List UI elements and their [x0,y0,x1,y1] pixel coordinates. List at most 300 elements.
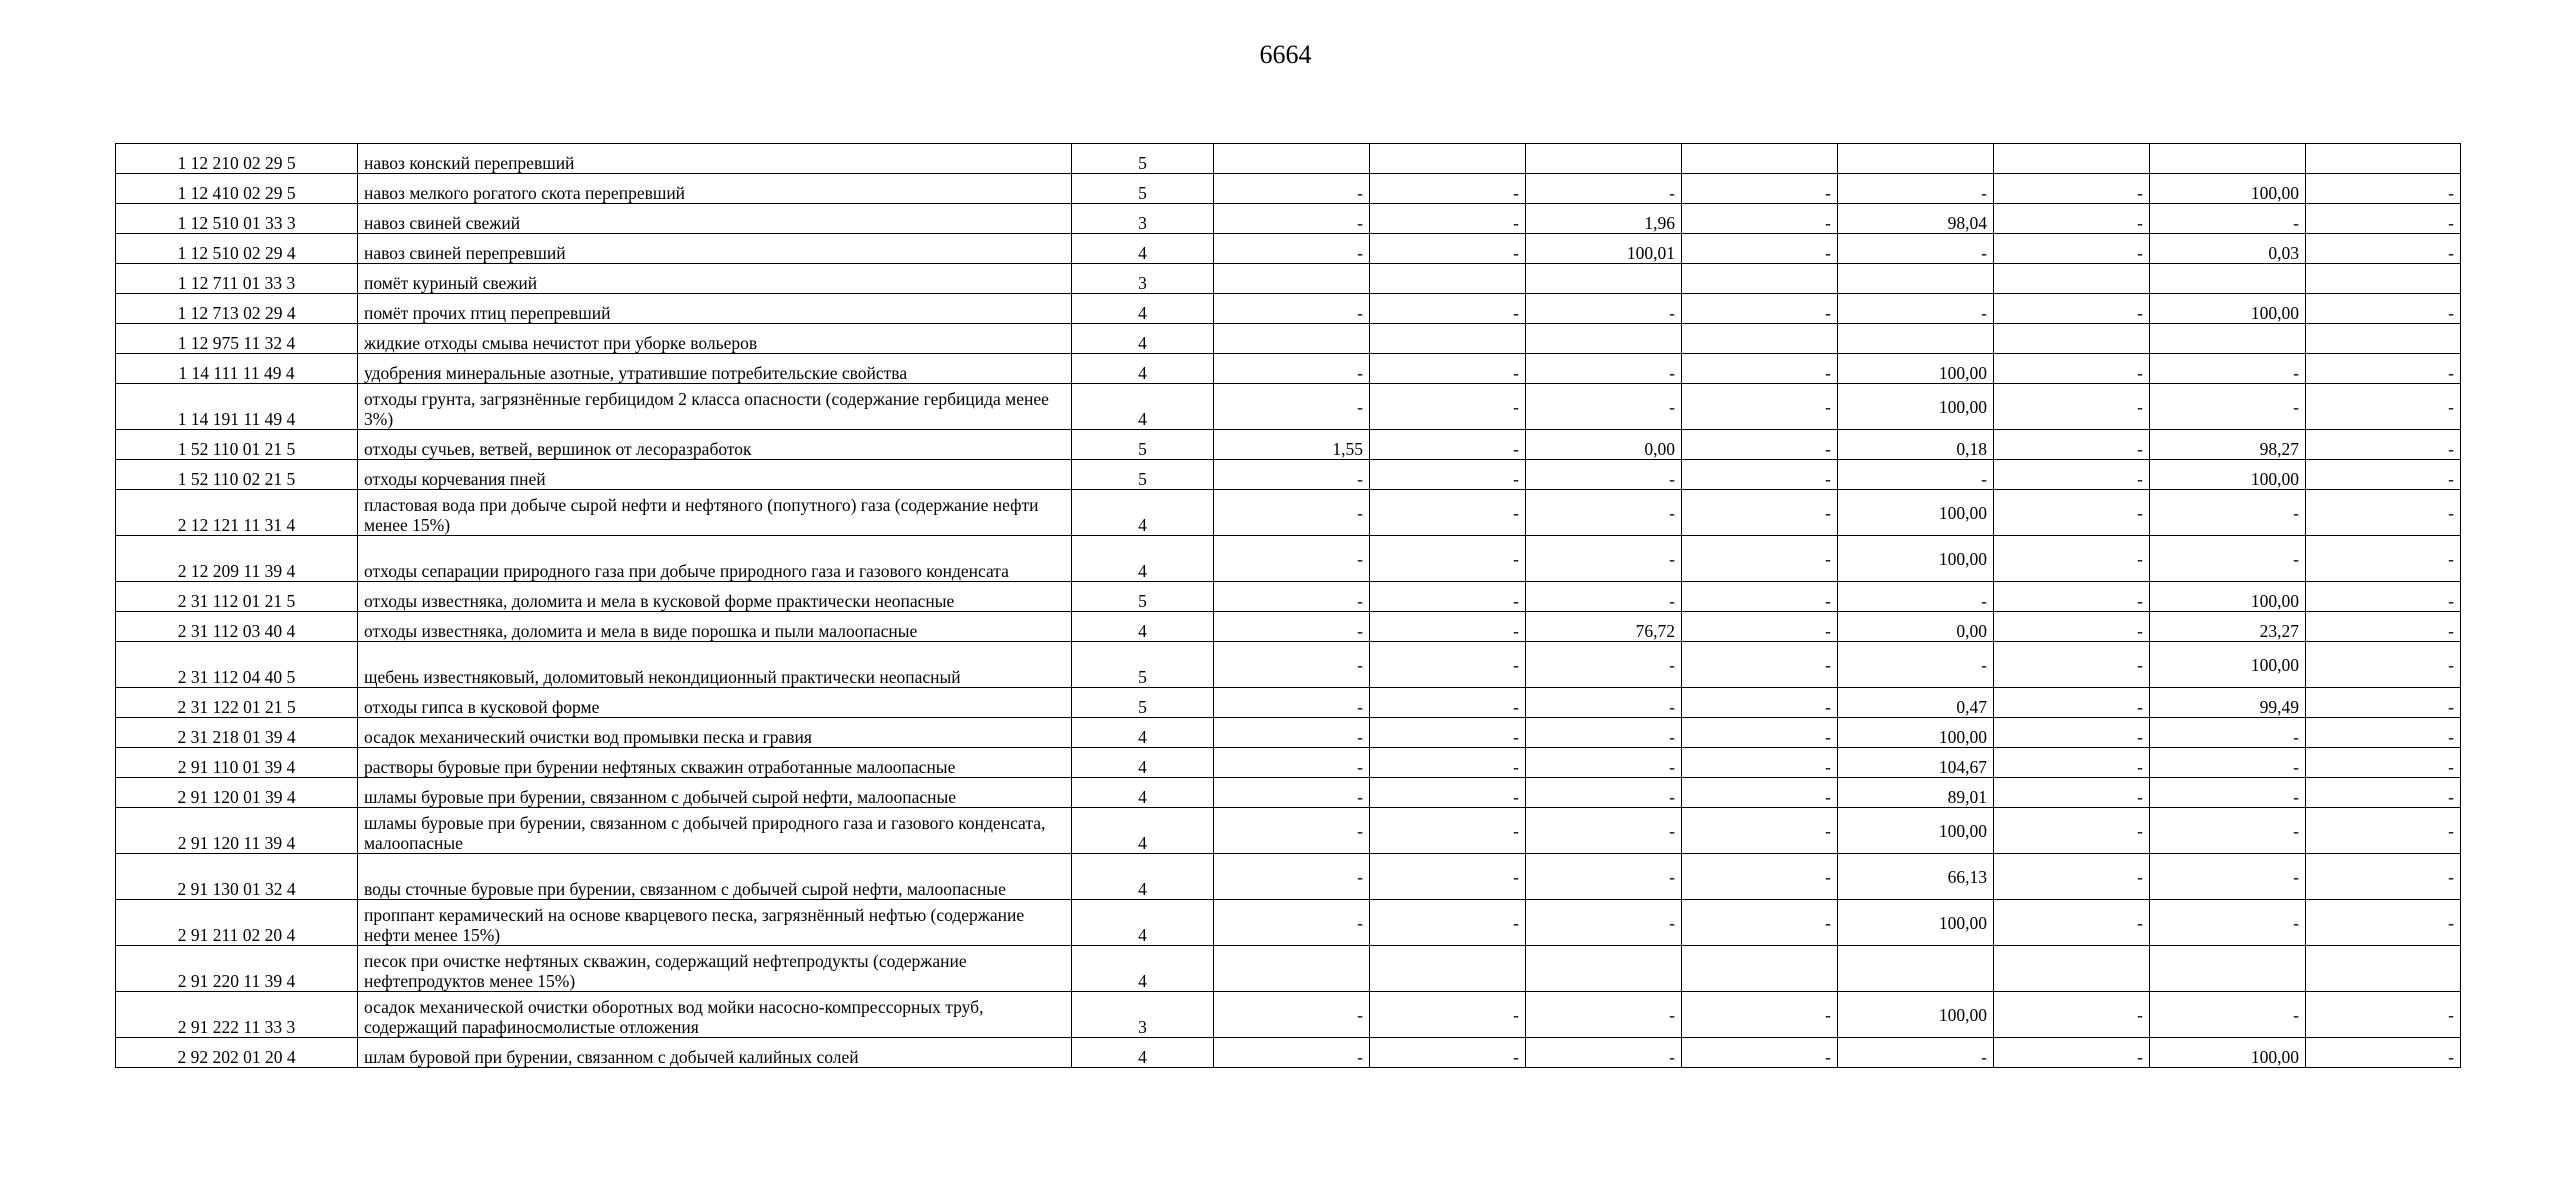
waste-name-cell: отходы известняка, доломита и мела в виде порошка и пыли малоопасные [358,612,1072,642]
value-cell: - [1370,294,1526,324]
hazard-class-cell: 5 [1072,174,1214,204]
value-cell: 1,96 [1526,204,1682,234]
waste-code-cell: 2 91 220 11 39 4 [116,946,358,992]
value-cell [1526,144,1682,174]
value-cell: - [1526,460,1682,490]
waste-code-cell: 2 92 202 01 20 4 [116,1038,358,1068]
table-row [116,384,2461,430]
value-cell: - [1526,992,1682,1038]
waste-code-cell: 1 14 111 11 49 4 [116,354,358,384]
hazard-class-cell: 4 [1072,612,1214,642]
waste-name-cell: проппант керамический на основе кварцевого песка, загрязнённый нефтью (содержание нефти менее 15%) [358,900,1072,946]
value-cell [1526,946,1682,992]
hazard-class-cell: 4 [1072,384,1214,430]
value-cell [2150,264,2306,294]
value-cell [1370,946,1526,992]
table-row [116,430,2461,460]
value-cell: - [2306,854,2461,900]
value-cell: - [2150,778,2306,808]
table-row [116,946,2461,992]
value-cell: - [1682,460,1838,490]
value-cell [2150,946,2306,992]
value-cell: - [1370,642,1526,688]
value-cell: - [1370,582,1526,612]
waste-table [115,143,2461,1068]
value-cell [1214,144,1370,174]
value-cell: - [1214,808,1370,854]
waste-code-cell: 1 12 711 01 33 3 [116,264,358,294]
table-row [116,490,2461,536]
value-cell: - [1994,204,2150,234]
table-row [116,778,2461,808]
value-cell: - [1682,204,1838,234]
value-cell: - [2306,778,2461,808]
value-cell: - [2306,688,2461,718]
value-cell: - [2306,718,2461,748]
waste-name-cell: отходы сучьев, ветвей, вершинок от лесоразработок [358,430,1072,460]
value-cell: - [2306,536,2461,582]
value-cell: - [1526,642,1682,688]
waste-name-cell: шламы буровые при бурении, связанном с добычей сырой нефти, малоопасные [358,778,1072,808]
value-cell: - [1994,234,2150,264]
waste-name-cell: жидкие отходы смыва нечистот при уборке вольеров [358,324,1072,354]
value-cell: 100,00 [2150,294,2306,324]
value-cell: - [1994,748,2150,778]
waste-code-cell: 2 31 112 03 40 4 [116,612,358,642]
table-row [116,294,2461,324]
value-cell: - [2306,384,2461,430]
table-row [116,612,2461,642]
value-cell: - [1682,854,1838,900]
hazard-class-cell: 4 [1072,1038,1214,1068]
table-row [116,642,2461,688]
waste-name-cell: навоз мелкого рогатого скота перепревший [358,174,1072,204]
waste-name-cell: воды сточные буровые при бурении, связанном с добычей сырой нефти, малоопасные [358,854,1072,900]
value-cell [2150,324,2306,354]
value-cell: - [1214,748,1370,778]
value-cell: - [2306,1038,2461,1068]
value-cell: - [1214,688,1370,718]
value-cell [2306,324,2461,354]
hazard-class-cell: 5 [1072,642,1214,688]
table-row [116,234,2461,264]
value-cell: - [1682,174,1838,204]
value-cell: - [1214,234,1370,264]
value-cell: 99,49 [2150,688,2306,718]
value-cell: - [1838,234,1994,264]
value-cell: - [1370,460,1526,490]
value-cell: - [1994,808,2150,854]
value-cell: - [1994,778,2150,808]
value-cell: - [2306,354,2461,384]
value-cell: - [1526,582,1682,612]
hazard-class-cell: 4 [1072,294,1214,324]
value-cell: - [1682,642,1838,688]
value-cell: - [1838,294,1994,324]
value-cell: 100,00 [1838,718,1994,748]
hazard-class-cell: 4 [1072,536,1214,582]
waste-code-cell: 1 12 210 02 29 5 [116,144,358,174]
value-cell: - [1682,490,1838,536]
value-cell: - [2150,490,2306,536]
value-cell [1682,144,1838,174]
value-cell: - [1682,992,1838,1038]
waste-code-cell: 1 12 410 02 29 5 [116,174,358,204]
value-cell: - [1838,642,1994,688]
value-cell: - [1526,808,1682,854]
value-cell: - [1682,900,1838,946]
value-cell [1682,324,1838,354]
value-cell: - [1994,854,2150,900]
hazard-class-cell: 3 [1072,204,1214,234]
value-cell: - [1682,582,1838,612]
value-cell [1214,264,1370,294]
value-cell: - [1994,992,2150,1038]
value-cell: - [1682,430,1838,460]
value-cell: - [1214,718,1370,748]
waste-code-cell: 2 91 120 01 39 4 [116,778,358,808]
waste-code-cell: 1 52 110 02 21 5 [116,460,358,490]
value-cell: - [2306,430,2461,460]
value-cell: - [2306,582,2461,612]
hazard-class-cell: 5 [1072,144,1214,174]
waste-code-cell: 1 12 713 02 29 4 [116,294,358,324]
value-cell: - [1214,1038,1370,1068]
value-cell: - [2150,854,2306,900]
value-cell: - [2150,900,2306,946]
table-row [116,174,2461,204]
value-cell: 98,04 [1838,204,1994,234]
hazard-class-cell: 5 [1072,460,1214,490]
value-cell: 89,01 [1838,778,1994,808]
table-row [116,204,2461,234]
value-cell: - [1994,460,2150,490]
table-row [116,144,2461,174]
value-cell: - [1682,384,1838,430]
waste-name-cell: пластовая вода при добыче сырой нефти и нефтяного (попутного) газа (содержание нефти менее 15%) [358,490,1072,536]
value-cell: 100,00 [1838,900,1994,946]
value-cell: - [1526,1038,1682,1068]
value-cell: - [1214,536,1370,582]
value-cell: 100,01 [1526,234,1682,264]
hazard-class-cell: 4 [1072,946,1214,992]
waste-name-cell: щебень известняковый, доломитовый некондиционный практически неопасный [358,642,1072,688]
value-cell: - [1682,778,1838,808]
value-cell: - [1682,1038,1838,1068]
value-cell: - [2306,460,2461,490]
value-cell [1526,324,1682,354]
value-cell: - [1214,174,1370,204]
waste-code-cell: 2 91 120 11 39 4 [116,808,358,854]
hazard-class-cell: 4 [1072,854,1214,900]
waste-name-cell: навоз свиней перепревший [358,234,1072,264]
waste-name-cell: шлам буровой при бурении, связанном с добычей калийных солей [358,1038,1072,1068]
value-cell: - [1526,294,1682,324]
waste-code-cell: 2 31 112 04 40 5 [116,642,358,688]
waste-name-cell: осадок механический очистки вод промывки песка и гравия [358,718,1072,748]
hazard-class-cell: 3 [1072,264,1214,294]
page-number: 6664 [1259,40,1312,69]
waste-code-cell: 2 31 112 01 21 5 [116,582,358,612]
value-cell: - [1214,642,1370,688]
value-cell: - [1682,294,1838,324]
value-cell: - [1526,718,1682,748]
value-cell: - [1526,490,1682,536]
hazard-class-cell: 5 [1072,688,1214,718]
value-cell: 0,47 [1838,688,1994,718]
value-cell: - [1994,900,2150,946]
value-cell: - [2150,718,2306,748]
value-cell: 104,67 [1838,748,1994,778]
waste-name-cell: отходы корчевания пней [358,460,1072,490]
waste-code-cell: 2 12 121 11 31 4 [116,490,358,536]
value-cell: - [1994,490,2150,536]
waste-code-cell: 2 91 211 02 20 4 [116,900,358,946]
value-cell [1682,264,1838,294]
value-cell: - [1370,384,1526,430]
value-cell: - [1214,854,1370,900]
value-cell: - [2150,992,2306,1038]
value-cell [1838,324,1994,354]
value-cell [1526,264,1682,294]
value-cell [2306,144,2461,174]
value-cell: - [1994,294,2150,324]
value-cell: - [1838,460,1994,490]
waste-code-cell: 2 31 122 01 21 5 [116,688,358,718]
table-row [116,582,2461,612]
value-cell: 0,00 [1526,430,1682,460]
value-cell: - [1526,536,1682,582]
value-cell: - [1994,174,2150,204]
value-cell: - [1526,384,1682,430]
value-cell [1370,324,1526,354]
value-cell: - [1370,536,1526,582]
table-row [116,264,2461,294]
value-cell: - [2150,354,2306,384]
hazard-class-cell: 4 [1072,718,1214,748]
value-cell [1838,144,1994,174]
waste-name-cell: отходы сепарации природного газа при добыче природного газа и газового конденсата [358,536,1072,582]
value-cell: - [1526,174,1682,204]
value-cell: 100,00 [1838,992,1994,1038]
value-cell: - [1994,384,2150,430]
value-cell: - [1682,808,1838,854]
value-cell [1994,144,2150,174]
value-cell: - [1370,778,1526,808]
value-cell: - [2306,490,2461,536]
value-cell: - [2150,808,2306,854]
hazard-class-cell: 4 [1072,324,1214,354]
value-cell: - [1370,430,1526,460]
hazard-class-cell: 4 [1072,778,1214,808]
waste-name-cell: отходы гипса в кусковой форме [358,688,1072,718]
value-cell: - [1370,354,1526,384]
value-cell: - [1526,688,1682,718]
value-cell: 100,00 [2150,1038,2306,1068]
value-cell [1682,946,1838,992]
value-cell: 0,18 [1838,430,1994,460]
value-cell [2150,144,2306,174]
value-cell: - [2306,204,2461,234]
value-cell: - [2150,204,2306,234]
waste-name-cell: помёт куриный свежий [358,264,1072,294]
value-cell: - [1682,612,1838,642]
waste-code-cell: 1 14 191 11 49 4 [116,384,358,430]
waste-code-cell: 2 12 209 11 39 4 [116,536,358,582]
table-row [116,854,2461,900]
value-cell: - [1370,748,1526,778]
value-cell [1214,946,1370,992]
waste-name-cell: навоз конский перепревший [358,144,1072,174]
waste-code-cell: 2 31 218 01 39 4 [116,718,358,748]
value-cell: - [1682,536,1838,582]
value-cell: - [1214,204,1370,234]
value-cell: - [1994,642,2150,688]
table-row [116,718,2461,748]
value-cell: - [1214,490,1370,536]
value-cell: - [1370,174,1526,204]
value-cell: - [2306,748,2461,778]
value-cell: - [1370,992,1526,1038]
value-cell: - [1838,582,1994,612]
value-cell: - [1994,718,2150,748]
value-cell [1370,264,1526,294]
hazard-class-cell: 5 [1072,582,1214,612]
value-cell: - [1370,808,1526,854]
value-cell [1994,324,2150,354]
table-row [116,460,2461,490]
value-cell: - [1370,490,1526,536]
value-cell: - [1214,384,1370,430]
waste-name-cell: удобрения минеральные азотные, утратившие потребительские свойства [358,354,1072,384]
waste-code-cell: 1 52 110 01 21 5 [116,430,358,460]
waste-name-cell: помёт прочих птиц перепревший [358,294,1072,324]
table-row [116,688,2461,718]
value-cell: - [1370,204,1526,234]
table-row [116,324,2461,354]
value-cell: - [1214,354,1370,384]
value-cell: - [2306,992,2461,1038]
value-cell: - [1682,354,1838,384]
value-cell: - [1994,354,2150,384]
value-cell: - [1838,174,1994,204]
value-cell: 100,00 [1838,536,1994,582]
value-cell: - [1682,718,1838,748]
hazard-class-cell: 4 [1072,490,1214,536]
value-cell: - [1214,460,1370,490]
hazard-class-cell: 4 [1072,354,1214,384]
value-cell: - [1370,688,1526,718]
value-cell: 100,00 [2150,460,2306,490]
value-cell: - [1370,900,1526,946]
table-row [116,992,2461,1038]
value-cell [1214,324,1370,354]
value-cell: - [2306,234,2461,264]
value-cell [1370,144,1526,174]
waste-code-cell: 1 12 975 11 32 4 [116,324,358,354]
value-cell: 66,13 [1838,854,1994,900]
value-cell: - [1526,778,1682,808]
waste-name-cell: песок при очистке нефтяных скважин, содержащий нефтепродукты (содержание нефтепродуктов менее 15%) [358,946,1072,992]
value-cell: - [1214,900,1370,946]
value-cell: - [1994,536,2150,582]
value-cell: - [1370,612,1526,642]
waste-name-cell: отходы известняка, доломита и мела в кусковой форме практически неопасные [358,582,1072,612]
value-cell: 100,00 [2150,582,2306,612]
waste-name-cell: осадок механической очистки оборотных вод мойки насосно-компрессорных труб, содержащий парафиносмолистые отложения [358,992,1072,1038]
table-row [116,1038,2461,1068]
table-row [116,748,2461,778]
value-cell: - [1994,582,2150,612]
value-cell [1994,264,2150,294]
value-cell: - [1682,748,1838,778]
value-cell: - [2306,612,2461,642]
value-cell: - [1370,1038,1526,1068]
value-cell: - [2306,174,2461,204]
value-cell: 100,00 [1838,384,1994,430]
value-cell: 0,00 [1838,612,1994,642]
value-cell: 23,27 [2150,612,2306,642]
waste-name-cell: отходы грунта, загрязнённые гербицидом 2 класса опасности (содержание гербицида менее 3%) [358,384,1072,430]
value-cell: - [1526,354,1682,384]
hazard-class-cell: 3 [1072,992,1214,1038]
table-row [116,354,2461,384]
value-cell: 76,72 [1526,612,1682,642]
waste-code-cell: 1 12 510 01 33 3 [116,204,358,234]
value-cell: - [2306,808,2461,854]
value-cell: - [1214,612,1370,642]
hazard-class-cell: 4 [1072,234,1214,264]
value-cell: - [1994,612,2150,642]
value-cell: - [2150,384,2306,430]
value-cell: - [1526,854,1682,900]
value-cell: - [1214,294,1370,324]
value-cell: 100,00 [1838,354,1994,384]
value-cell: - [2306,900,2461,946]
hazard-class-cell: 4 [1072,900,1214,946]
waste-code-cell: 1 12 510 02 29 4 [116,234,358,264]
table-row [116,536,2461,582]
value-cell [1838,264,1994,294]
value-cell [1838,946,1994,992]
waste-name-cell: навоз свиней свежий [358,204,1072,234]
value-cell: - [1526,900,1682,946]
value-cell: - [2306,294,2461,324]
waste-name-cell: растворы буровые при бурении нефтяных скважин отработанные малоопасные [358,748,1072,778]
hazard-class-cell: 5 [1072,430,1214,460]
waste-code-cell: 2 91 222 11 33 3 [116,992,358,1038]
value-cell: 100,00 [1838,808,1994,854]
hazard-class-cell: 4 [1072,748,1214,778]
value-cell: - [2306,642,2461,688]
value-cell: - [1994,688,2150,718]
value-cell: - [1994,430,2150,460]
value-cell: 100,00 [1838,490,1994,536]
value-cell: - [2150,536,2306,582]
value-cell: - [1838,1038,1994,1068]
waste-code-cell: 2 91 110 01 39 4 [116,748,358,778]
value-cell: - [2150,748,2306,778]
value-cell: - [1682,234,1838,264]
value-cell: 100,00 [2150,174,2306,204]
table-row [116,900,2461,946]
value-cell [1994,946,2150,992]
waste-code-cell: 2 91 130 01 32 4 [116,854,358,900]
value-cell: - [1214,582,1370,612]
value-cell [2306,946,2461,992]
value-cell: 98,27 [2150,430,2306,460]
value-cell: 100,00 [2150,642,2306,688]
